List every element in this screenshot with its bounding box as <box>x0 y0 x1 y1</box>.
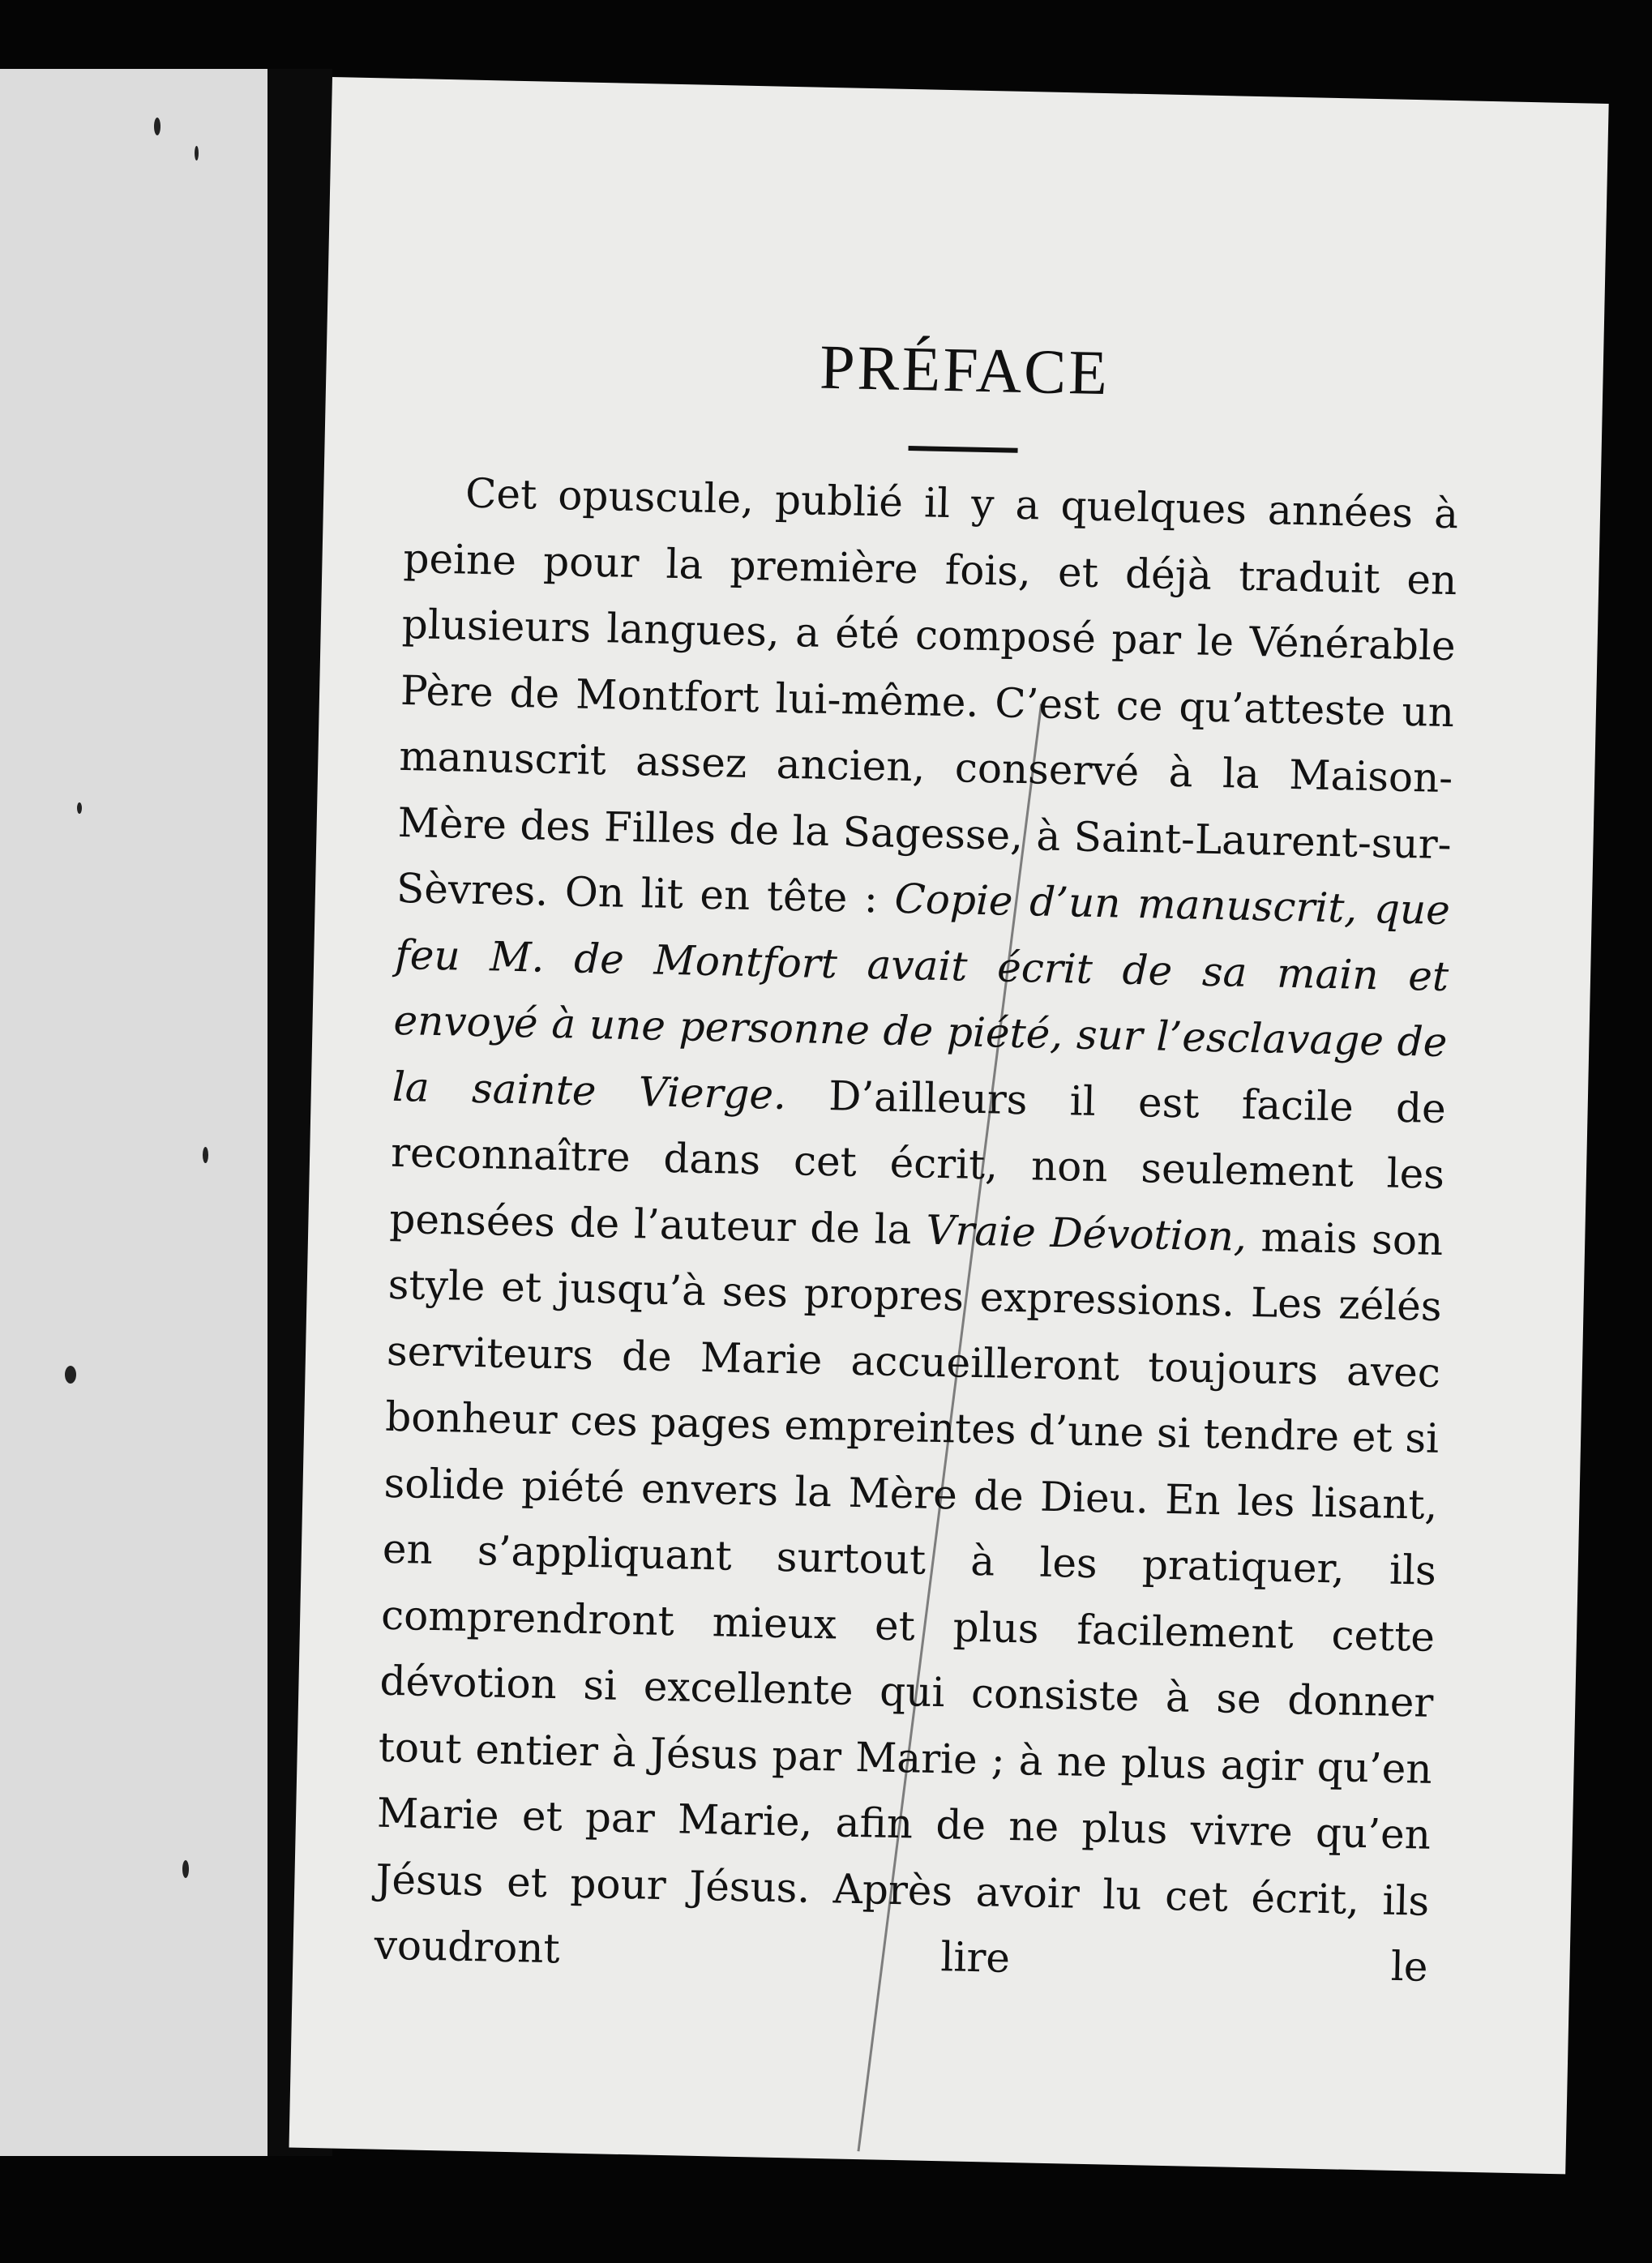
title-rule <box>909 446 1018 453</box>
page-title: PRÉFACE <box>819 331 1111 409</box>
preface-body <box>374 460 1459 2000</box>
preface-italic-quote: Copie d’un manuscrit, que feu M. de Montfort avait écrit de sa main et envoyé à une personne de piété, sur l’esclavage de la sainte Vierge. <box>392 875 1451 1119</box>
preface-paragraph <box>374 460 1459 2000</box>
facing-page-edge <box>0 69 267 2156</box>
preface-text-1: Cet opuscule, publié il y a quelques années à peine pour la première fois, et déjà traduit en plusieurs langues, a été composé par le Vénérable Père de Montfort lui-même. C’est ce qu’atteste un manuscrit assez ancien, conservé à la Maison-Mère des Filles de la Sagesse, à Saint-Laurent-sur-Sèvres. On lit en tête : <box>396 469 1459 922</box>
book-page <box>289 77 1608 2174</box>
preface-text-2: D’ailleurs il est facile de reconnaître dans cet écrit, non seulement les pensées de l’auteur de la <box>388 1071 1447 1254</box>
preface-text-3: mais son style et jusqu’à ses propres expressions. Les zélés serviteurs de Marie accueilleront toujours avec bonheur ces pages empreintes d’une si tendre et si solide piété envers la Mère de Dieu. En les lisant, en s’appliquant surtout à les pratiquer, ils comprendront mieux et plus facilement cette dévotion si excellente qui consiste à se donner tout entier à Jésus par Marie ; à ne plus agir qu’en Marie et par Marie, afin de ne plus vivre qu’en Jésus et pour Jésus. Après avoir lu cet écrit, ils voudront lire le <box>374 1213 1444 1991</box>
preface-italic-title: Vraie Dévotion, <box>925 1206 1248 1260</box>
